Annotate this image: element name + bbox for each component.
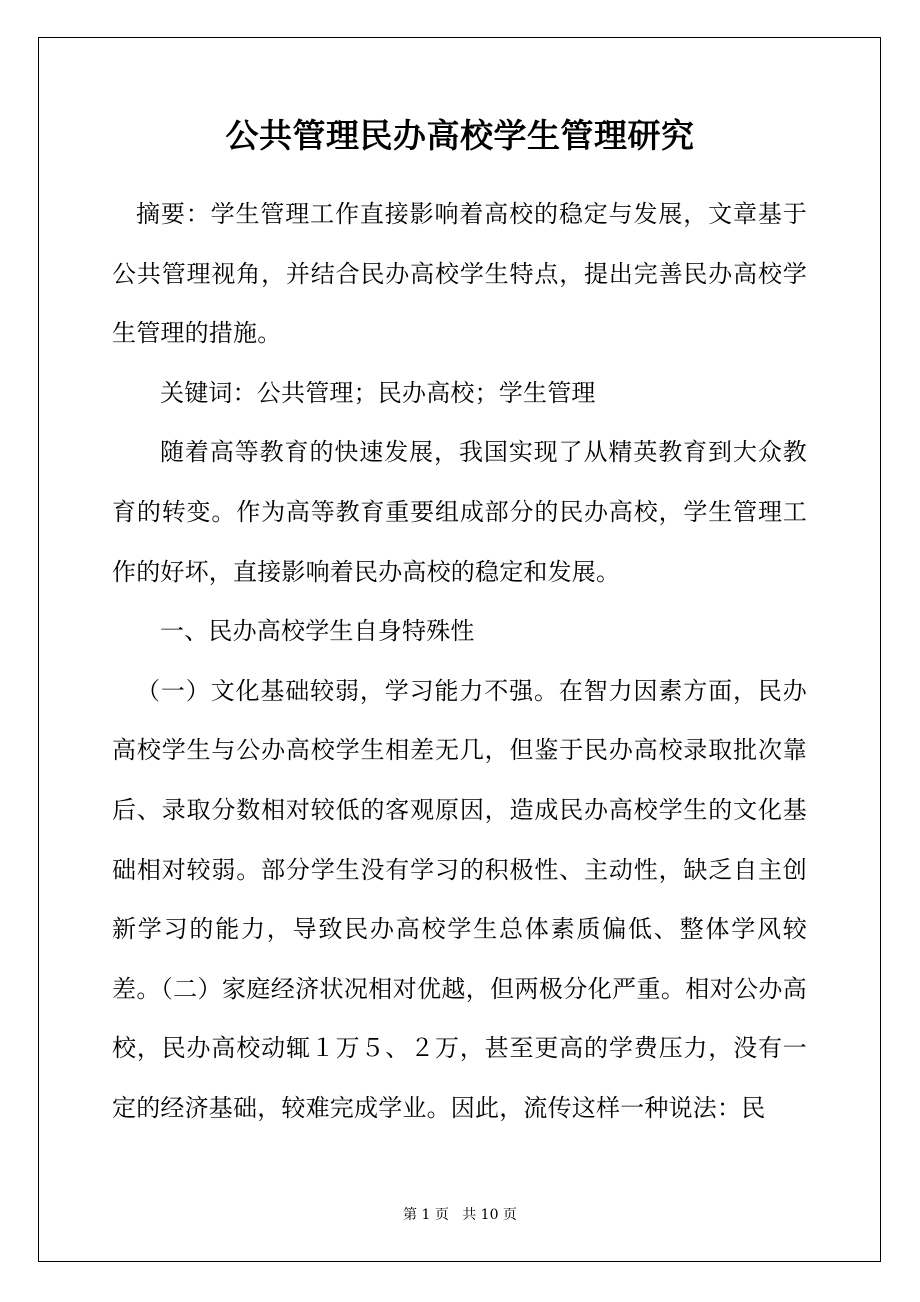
page-total: 共 10 页 <box>462 1207 517 1223</box>
document-title: 公共管理民办高校学生管理研究 <box>225 116 695 155</box>
intro-paragraph: 随着高等教育的快速发展，我国实现了从精英教育到大众教育的转变。作为高等教育重要组成部分的民办高校，学生管理工作的好坏，直接影响着民办高校的稳定和发展。 <box>112 438 807 586</box>
section-heading: 一、民办高校学生自身特殊性 <box>160 617 475 646</box>
section-1-paragraph: （一）文化基础较弱，学习能力不强。在智力因素方面，民办高校学生与公办高校学生相差无几，但鉴于民办高校录取批次靠后、录取分数相对较低的客观原因，造成民办高校学生的文化基础相对较弱。部分学生没有学习的积极性、主动性，缺乏自主创新学习的能力，导致民办高校学生总体素质偏低、整体学风较差。（二）家庭经济状况相对优越，但两极分化严重。相对公办高校，民办高校动辄１万５、２万，甚至更高的学费压力，没有一定的经济基础，较难完成学业。因此，流传这样一种说法：民 <box>112 676 807 1122</box>
document-body <box>112 185 807 1139</box>
keywords-paragraph: 关键词：公共管理；民办高校；学生管理 <box>160 378 596 407</box>
page-footer <box>0 1205 920 1225</box>
page-number: 第 1 页 <box>403 1207 449 1223</box>
abstract-paragraph: 摘要：学生管理工作直接影响着高校的稳定与发展，文章基于公共管理视角，并结合民办高校学生特点，提出完善民办高校学生管理的措施。 <box>112 200 807 348</box>
